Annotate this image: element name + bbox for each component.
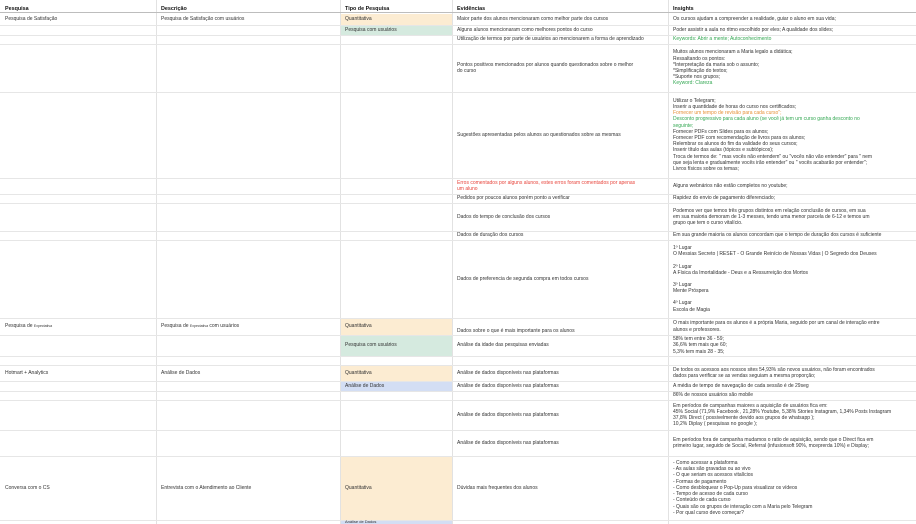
cell-evidencia-5[interactable]: Sugestões apresentadas pelos alunos ao questionados sobre as mesmas <box>457 131 621 138</box>
cell-insight-1[interactable]: Os cursos ajudam a compreender a realidade, guiar o aluno em sua vida; <box>673 16 836 23</box>
text-fragment: com usuários <box>209 323 240 330</box>
text-line: 3º Lugar <box>673 282 692 288</box>
text-line: 5,3% tem mais 28 - 35; <box>673 348 725 355</box>
cell-insight-6[interactable]: Alguns webnários não estão completos no youtube; <box>673 182 788 189</box>
text-line: Relembrar os alunos do fim da validade do seus cursos; <box>673 141 798 148</box>
text-fragment: Expectativa <box>33 324 53 329</box>
column-divider <box>340 0 341 524</box>
text-line: em sua maioria demoram de 1-3 messes, tendo uma menor parcela de 6-12 e temos um <box>673 213 870 220</box>
text-line: - Por qual curso devo começar? <box>673 509 744 516</box>
cell-insight-2[interactable]: Poder assistir a aula no ritmo escolhido por eles; A qualidade dos slides; <box>673 26 834 33</box>
cell-tipo-analise-dados[interactable]: Análise de Dados <box>345 520 377 524</box>
cell-evidencia-12[interactable]: Análise da idade das pesquisas enviadas <box>457 342 549 349</box>
text-line: que seja lenta e gradualmente vocês irão entender" ou " vocês acabarão por entender"; <box>673 159 868 166</box>
text-line: primeiro lugar, seguido de Social, Referral (infusionsoft 90%, mceprerda 10%) e Display; <box>673 443 869 449</box>
cell-tipo-quantitativa[interactable]: Quantitativa <box>345 16 372 23</box>
cell-tipo-quantitativa[interactable]: Quantitativa <box>345 484 372 491</box>
text-line: A Física da Imortalidade - Deus e a Ressurreição dos Mortos <box>673 269 809 276</box>
text-line: do curso <box>457 68 477 74</box>
text-line: Mente Próspera <box>673 288 709 295</box>
highlight-line: Fornecer um tempo de revisão para cada curso"; <box>673 110 782 117</box>
text-line: Fornecer PDFs com Slides para os alunos; <box>673 128 769 135</box>
row-divider <box>0 520 916 521</box>
text-line: Inserir a quantidade de horas do curso nos certificados; <box>673 103 797 110</box>
cell-insight-17[interactable] <box>668 430 916 456</box>
cell-insight-12[interactable] <box>668 335 916 356</box>
cell-insight-5[interactable] <box>668 92 916 178</box>
cell-evidencia-10[interactable]: Dados de preferencia de segunda compra em todos cursos <box>457 275 589 282</box>
text-line: 45% Social (71,9% Facebook , 21,28% Youtube, 5,38% Stories Instagram, 1,34% Posts Instagram <box>673 408 892 415</box>
cell-descricao-expectativa[interactable] <box>156 318 340 335</box>
header-tipo-pesquisa[interactable]: Tipo de Pesquisa <box>340 0 452 13</box>
row-divider <box>0 356 916 357</box>
cell-insight-10[interactable] <box>668 240 916 318</box>
cell-evidencia-14[interactable]: Análise de dados disponíveis nas plataformas <box>457 382 559 389</box>
highlight-line: Desconto progressivo para cada aluno (se você já tem um curso ganha desconto no <box>673 116 860 123</box>
header-evidencias[interactable]: Evidências <box>452 0 668 13</box>
text-line: *Simplificação do textos; <box>673 68 728 74</box>
text-line: Erros comentados por alguns alunos, estes erros foram comentados por apenas <box>457 179 636 186</box>
cell-descricao-analise[interactable]: Análise de Dados <box>161 369 201 376</box>
cell-insight-18[interactable] <box>668 456 916 520</box>
cell-insight-13[interactable] <box>668 365 916 381</box>
header-insights[interactable]: Insights <box>668 0 916 13</box>
text-line: 10,2% Diplay ( pesquisas no google ); <box>673 421 758 428</box>
cell-tipo-analise-dados[interactable]: Análise de Dados <box>345 382 385 389</box>
text-line: O mais importante para os alunos é a própria Maria, seguido por um canal de interação entre <box>673 320 880 327</box>
cell-insight-9[interactable]: Em sua grande maioria os alunos concordam que o tempo de duração dos cursos é suficiente <box>673 232 882 239</box>
cell-insight-11[interactable] <box>668 318 916 335</box>
text-line: 58% tem entre 36 - 59; <box>673 336 724 343</box>
text-line: 1º Lugar <box>673 245 692 252</box>
text-line: - Tempo de acesso de cada curso <box>673 491 748 498</box>
text-fragment: Pesquisa de <box>5 323 33 330</box>
text-line: Muitos alunos mencionaram a Maria legalo a didática; <box>673 49 793 56</box>
text-line: Escola de Magia <box>673 306 710 313</box>
cell-descricao-entrevista[interactable]: Entrevista com o Atendimento ao Cliente <box>161 484 252 491</box>
cell-pesquisa-hotmart[interactable]: Hotmart + Analytics <box>5 369 49 376</box>
cell-evidencia-2[interactable]: Alguns alunos mencionaram como melhores pontos do curso <box>457 26 593 33</box>
cell-evidencia-13[interactable]: Análise de dados disponíveis nas plataformas <box>457 369 559 376</box>
cell-tipo-pesquisa-usuarios[interactable]: Pesquisa com usuários <box>345 26 397 33</box>
text-line: Em períodos fora de campanha mudamos o ratio de aquisição, sendo que o Direct fica em <box>673 436 874 443</box>
text-line: Podemos ver que temos três grupos distintos em relação conclusão de cursos, em sua <box>673 207 866 214</box>
cell-evidencia-6[interactable] <box>452 178 668 194</box>
text-fragment: Expectativa <box>189 324 209 329</box>
cell-evidencia-18[interactable]: Dúvidas mais frequentes dos alunos <box>457 484 538 491</box>
text-line: 2º Lugar <box>673 263 692 270</box>
text-line: *Suporte nos grupos; <box>673 74 720 81</box>
cell-evidencia-9[interactable]: Dados de duração dos cursos <box>457 232 524 239</box>
cell-pesquisa-expectativa[interactable] <box>0 318 156 335</box>
cell-evidencia-7[interactable]: Pedidos por poucos alunos porém ponto a verificar <box>457 195 570 202</box>
text-line: - Formas de pagamento <box>673 478 727 485</box>
cell-insight-8[interactable] <box>668 203 916 231</box>
cell-evidencia-1[interactable]: Maior parte dos alunos mencionaram como melhor parte dos cursos <box>457 16 609 23</box>
text-line: dados para verificar se as vendas seguiam a mesma proporção; <box>673 373 816 379</box>
text-line: Livros físicos sobre os temas; <box>673 166 739 173</box>
text-line: - Como desbloquear o Pop-Up para visualizar os vídeos <box>673 484 798 491</box>
cell-evidencia-17[interactable]: Análise de dados disponíveis nas plataformas <box>457 439 559 446</box>
cell-insight-3[interactable]: Keywords: Abrir a mente; Autoconhecimento <box>673 36 772 43</box>
text-line: Utilizar o Telegram; <box>673 97 716 104</box>
cell-evidencia-11[interactable]: Dados sobre o que é mais importante para os alunos <box>457 327 575 334</box>
cell-evidencia-3[interactable]: Utilização de termos por parte de usuários ao mencionarem a forma de aprendizado <box>457 36 644 43</box>
highlight-line: seguinte; <box>673 122 694 129</box>
cell-pesquisa-conversa-cs[interactable]: Conversa com o CS <box>5 484 50 491</box>
cell-insight-14[interactable]: A média de tempo de navegação de cada sessão é de 29seg <box>673 382 809 389</box>
cell-evidencia-8[interactable]: Dados do tempo de conclusão dos cursos <box>457 213 551 220</box>
cell-descricao-satisfacao[interactable]: Pesquisa de Satisfação com usuários <box>161 16 245 23</box>
cell-evidencia-4[interactable] <box>452 44 668 92</box>
cell-pesquisa-satisfacao[interactable]: Pesquisa de Satisfação <box>5 16 58 23</box>
text-line: Em períodos de campanhas maiores a aquisição de usuários fica em: <box>673 402 828 409</box>
keyword-line: Keyword: Clareza <box>673 80 713 87</box>
text-line: - As aulas são gravadas ou ao vivo <box>673 466 751 473</box>
text-line: alunos e professores. <box>673 326 721 333</box>
cell-insight-4[interactable] <box>668 44 916 92</box>
text-line: *Interpretação da maria sob o assunto; <box>673 61 760 68</box>
header-descricao[interactable]: Descrição <box>156 0 340 13</box>
text-line: grupo que tem o curso vitalício. <box>673 220 743 227</box>
text-line: O Messias Secreto | RESET - O Grande Reinício de Nossas Vidas | O Segredo dos Deuses <box>673 251 877 258</box>
text-line: 36,6% tem mais que 60; <box>673 342 727 349</box>
text-line: Fornecer PDF com recomendação de livros para os alunos; <box>673 135 806 141</box>
text-line: - O que seriam os acessos vitalícios <box>673 472 754 479</box>
text-line: Inserir título das aulas (tópicos e subtópicos); <box>673 147 774 154</box>
text-line: - Quais são os grupos de interação com a Maria pelo Telegram <box>673 503 813 510</box>
cell-tipo-pesquisa-usuarios[interactable]: Pesquisa com usuários <box>345 342 397 349</box>
header-pesquisa[interactable]: Pesquisa <box>0 0 156 13</box>
text-line: Pontos positivos mencionados por alunos quando questionados sobre o melhor <box>457 61 634 68</box>
cell-tipo-quantitativa[interactable]: Quantitativa <box>345 369 372 376</box>
cell-evidencia-16[interactable]: Análise de dados disponíveis nas plataformas <box>457 411 559 418</box>
cell-tipo-quantitativa[interactable]: Quantitativa <box>345 323 372 330</box>
text-line: - Conteúdo de cada curso <box>673 497 731 504</box>
text-line: um aluno <box>457 186 478 192</box>
text-line: De todos os acessos aos nossos sites 54,93% são novos usuários, não foram encontrados <box>673 366 875 373</box>
cell-insight-7[interactable]: Rapidez do envio de pagamento diferenciado; <box>673 195 776 202</box>
cell-insight-15[interactable]: 86% de nossos usuários são mobile <box>673 392 754 399</box>
text-line: Ressaltando os pontos: <box>673 55 726 62</box>
text-line: - Como acessar a plataforma <box>673 460 738 467</box>
text-fragment: Pesquisa de <box>161 323 189 330</box>
cell-insight-16[interactable] <box>668 400 916 430</box>
text-line: 4º Lugar <box>673 300 692 307</box>
text-line: Troca de termos de: " mas vocês não entendem" ou "vocês não vão entender" para " nem <box>673 153 873 160</box>
column-divider <box>156 0 157 524</box>
text-line: 37,8% Direct ( possivelmente devido aos grupos de whatsapp ); <box>673 415 815 421</box>
